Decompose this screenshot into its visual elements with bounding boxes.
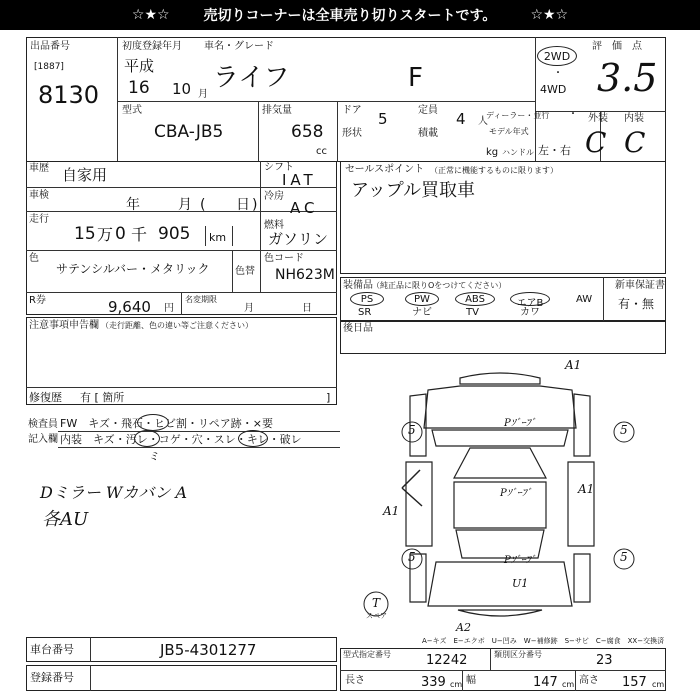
model-year-label: モデル年式 xyxy=(489,127,529,136)
inspection-day-unit: 日 xyxy=(236,197,250,213)
name-change-label: 名変期限 xyxy=(185,295,217,304)
handle-label: ハンドル xyxy=(502,148,534,157)
equipment-label: 装備品 xyxy=(343,280,373,291)
class-num-label: 類別区分番号 xyxy=(494,650,542,659)
checker-row-2: 内装 キズ・汚レ・コゲ・穴・スレ・キレ・破レ xyxy=(60,433,302,446)
mileage-unit: km xyxy=(209,231,227,244)
equip-tv: TV xyxy=(466,307,479,318)
car-name-label: 車名・グレード xyxy=(204,41,274,52)
displacement-unit: cc xyxy=(316,146,327,157)
color-change-label: 色替 xyxy=(235,266,255,277)
interior-grade: C xyxy=(624,126,646,159)
registration-year: 16 xyxy=(128,78,150,98)
color-label: 色 xyxy=(29,253,39,264)
banner-stars-right: ☆★☆ xyxy=(530,7,569,23)
mark-a1-right: A1 xyxy=(578,482,595,496)
capacity-value: 4 xyxy=(456,110,466,128)
lot-number: 8130 xyxy=(38,81,100,109)
header-banner xyxy=(0,0,700,30)
checker-row-1: FW キズ・飛石・ヒビ割・リペア跡・×要 xyxy=(60,417,273,430)
color-value: サテンシルバー・メタリック xyxy=(56,262,210,276)
mark-u1: U1 xyxy=(512,577,529,590)
repair-value: 有 [ 箇所 xyxy=(80,391,125,404)
dealer-dot: ・ xyxy=(568,109,578,120)
mark-paint-2: Pｿﾞｰﾌﾞ xyxy=(500,488,532,499)
recycle-unit: 円 xyxy=(164,303,174,314)
warranty-label: 新車保証書 xyxy=(615,280,665,291)
mileage-thousand: 0 xyxy=(115,224,126,244)
car-grade: F xyxy=(408,63,423,93)
width-label: 幅 xyxy=(466,675,476,686)
scuff-circle xyxy=(238,430,268,447)
height-label: 高さ xyxy=(579,675,599,686)
drive-4wd: 4WD xyxy=(540,83,567,96)
displacement-value: 658 xyxy=(291,122,324,142)
equip-sr: SR xyxy=(358,307,372,318)
repair-label: 修復歴 xyxy=(29,391,62,404)
handwritten-line-1: Dミラー Wカバン A xyxy=(40,483,188,502)
warranty-value: 有・無 xyxy=(618,297,655,311)
handwritten-line-2: 各AU xyxy=(42,509,89,530)
spare-value: T xyxy=(372,596,381,610)
length-unit: cm xyxy=(450,680,463,689)
checker-label-1: 検査員 xyxy=(28,419,58,430)
mileage-label: 走行 xyxy=(29,214,49,225)
score-value: 3.5 xyxy=(597,56,658,100)
stone-chip-circle xyxy=(137,414,169,431)
banner-stars-left: ☆★☆ xyxy=(131,7,170,23)
interior-label: 内装 xyxy=(624,113,644,124)
width-unit: cm xyxy=(562,680,575,689)
model-label: 型式 xyxy=(122,105,142,116)
chassis-number: JB5-4301277 xyxy=(160,641,257,659)
mark-paint-3: Pｿﾞｰﾌﾞ xyxy=(504,555,536,566)
doors-value: 5 xyxy=(378,110,388,128)
stain-circle xyxy=(134,430,160,447)
mileage-thousand-unit: 千 xyxy=(131,225,148,244)
type-num-label: 型式指定番号 xyxy=(343,650,391,659)
exterior-label: 外装 xyxy=(588,113,608,124)
inspection-month-unit: 月 xyxy=(178,197,192,213)
score-label: 評 価 点 xyxy=(592,41,642,52)
shift-value: IAT xyxy=(282,171,317,189)
mileage-man-unit: 万 xyxy=(97,225,114,244)
recycle-value: 9,640 xyxy=(108,298,151,316)
equipment-sub: （純正品に限りOをつけてください） xyxy=(372,281,507,290)
load-label: 積載 xyxy=(418,128,438,139)
doors-label: ドア xyxy=(342,105,362,116)
equip-ps: PS xyxy=(350,292,384,306)
registration-month: 10 xyxy=(172,80,192,98)
height-value: 157 xyxy=(622,675,647,690)
tire-rr-value: 5 xyxy=(620,550,628,564)
sales-point-value: アップル買取車 xyxy=(351,180,476,201)
sales-point-box xyxy=(340,161,666,274)
usage-value: 自家用 xyxy=(62,166,108,184)
handle-value: 左・右 xyxy=(538,144,571,157)
sales-point-sub: （正常に機能するものに限ります） xyxy=(430,166,558,175)
name-change-month: 月 xyxy=(244,303,254,314)
spare-label: スペア xyxy=(366,612,387,620)
recycle-label: R券 xyxy=(29,295,46,306)
equip-abs: ABS xyxy=(455,292,495,306)
mark-a2: A2 xyxy=(456,621,471,634)
length-label: 長さ xyxy=(345,675,365,686)
height-unit: cm xyxy=(652,680,665,689)
load-unit: kg xyxy=(486,147,499,158)
width-value: 147 xyxy=(533,675,558,690)
class-num-value: 23 xyxy=(596,653,613,668)
mark-a1-top: A1 xyxy=(565,358,582,372)
shift-label: シフト xyxy=(264,162,294,173)
after-items-label: 後日品 xyxy=(343,323,373,334)
drive-dot: ・ xyxy=(553,68,563,79)
name-change-day: 日 xyxy=(302,303,312,314)
aircon-label: 冷房 xyxy=(264,191,284,202)
equip-navi: ナビ xyxy=(412,307,432,318)
color-code-value: NH623M xyxy=(275,267,335,283)
mileage-rest: 905 xyxy=(158,224,191,244)
inspection-label: 車検 xyxy=(29,190,49,201)
tire-rl-value: 5 xyxy=(408,550,416,564)
capacity-label: 定員 xyxy=(418,105,438,116)
aircon-value: AC xyxy=(290,199,319,217)
inspection-year-unit: 年 xyxy=(126,197,140,213)
drive-2wd: 2WD xyxy=(537,46,577,66)
usage-label: 車歴 xyxy=(29,163,49,174)
length-value: 339 xyxy=(421,675,446,690)
registration-no-label: 登録番号 xyxy=(30,671,74,684)
mark-paint-1: Pｿﾞｰﾌﾞ xyxy=(504,418,536,429)
dealer-label: ディーラー・並行 xyxy=(486,111,550,120)
damage-arrow xyxy=(402,470,422,506)
shape-label: 形状 xyxy=(342,128,362,139)
equip-pw: PW xyxy=(405,292,439,306)
mark-a1-left: A1 xyxy=(383,504,400,518)
notes-label: 注意事項申告欄 xyxy=(29,320,99,331)
color-code-label: 色コード xyxy=(264,253,304,264)
fuel-label: 燃料 xyxy=(264,220,284,231)
displacement-label: 排気量 xyxy=(262,105,292,116)
banner-title: 売切りコーナーは全車売り切りスタートです。 xyxy=(203,8,497,24)
equip-leather: カワ xyxy=(520,307,540,318)
checker-note: ミ xyxy=(148,450,159,463)
capacity-unit: 人 xyxy=(478,116,488,127)
lot-number-label: 出品番号 xyxy=(30,41,70,52)
mileage-man: 15 xyxy=(74,224,96,244)
equip-airbag: エアB xyxy=(510,292,550,306)
model-code: CBA-JB5 xyxy=(154,122,224,142)
registration-era: 平成 xyxy=(124,57,155,75)
sales-point-label: セールスポイント xyxy=(345,164,425,175)
chassis-label: 車台番号 xyxy=(30,643,74,656)
registration-label: 初度登録年月 xyxy=(122,41,182,52)
damage-legend: A−キズ E−エクボ U−凹み W−補修跡 S−サビ C−腐食 XX−交換済 xyxy=(422,637,665,645)
exterior-grade: C xyxy=(585,126,607,159)
lot-sub: [1887] xyxy=(34,62,64,72)
checker-label-2: 記入欄 xyxy=(28,434,58,445)
after-items-box xyxy=(340,321,666,354)
tire-fl-value: 5 xyxy=(408,423,416,437)
type-num-value: 12242 xyxy=(426,653,468,668)
tire-fr-value: 5 xyxy=(620,423,628,437)
equip-aw: AW xyxy=(576,294,593,305)
notes-sub: （走行距離、色の違い等ご注意ください） xyxy=(101,321,253,330)
fuel-value: ガソリン xyxy=(268,230,329,248)
car-damage-diagram xyxy=(340,358,670,640)
registration-month-unit: 月 xyxy=(198,89,208,100)
car-name: ライフ xyxy=(213,63,290,93)
